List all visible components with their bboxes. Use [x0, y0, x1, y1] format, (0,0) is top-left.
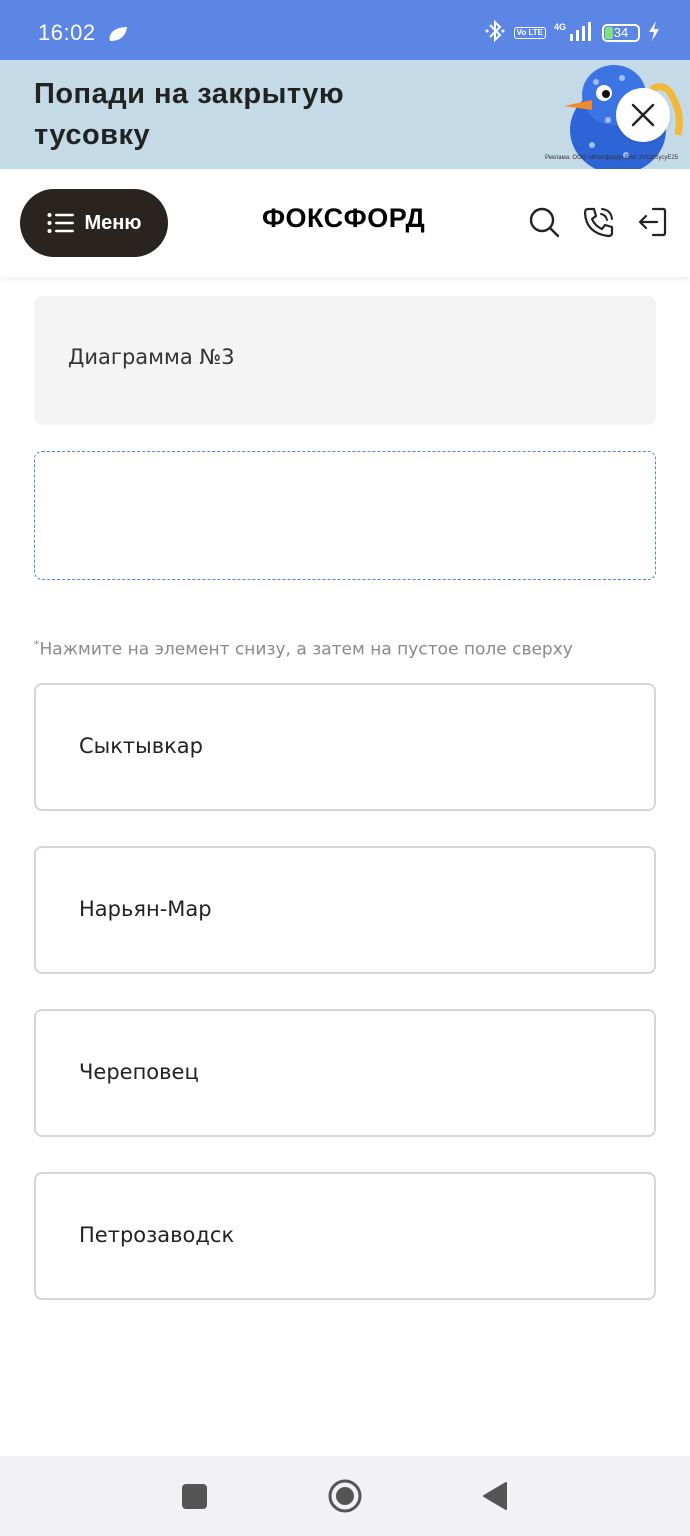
- menu-icon: [47, 212, 75, 234]
- answer-option[interactable]: [34, 683, 656, 811]
- option-label: Сыктывкар: [79, 734, 204, 758]
- charging-icon: [648, 21, 660, 45]
- phone-icon[interactable]: [582, 205, 616, 239]
- signal-icon: [568, 20, 594, 46]
- system-nav-bar: [0, 1456, 690, 1536]
- menu-label: Меню: [84, 211, 142, 234]
- option-label: Нарьян-Мар: [79, 897, 212, 921]
- diagram-label: Диаграмма №3: [68, 345, 235, 369]
- site-header: [0, 169, 690, 277]
- answer-drop-zone[interactable]: [34, 451, 656, 580]
- answer-option[interactable]: [34, 1172, 656, 1300]
- banner-title: Попади на закрытую тусовку: [34, 78, 345, 151]
- option-label: Череповец: [79, 1060, 199, 1084]
- hint-text: Нажмите на элемент снизу, а затем на пустое поле сверху: [39, 639, 573, 660]
- status-icons: [484, 20, 660, 46]
- status-bar: [0, 0, 690, 60]
- menu-button[interactable]: [20, 189, 168, 257]
- back-button[interactable]: [482, 1481, 508, 1511]
- instruction-hint: [34, 638, 573, 660]
- leaf-icon: [106, 26, 128, 46]
- asterisk: *: [34, 638, 40, 651]
- promo-banner[interactable]: [0, 60, 690, 169]
- recents-button[interactable]: [181, 1483, 208, 1510]
- login-icon[interactable]: [636, 205, 670, 239]
- close-icon: [630, 102, 656, 128]
- answer-option[interactable]: [34, 1009, 656, 1137]
- answer-option[interactable]: [34, 846, 656, 974]
- network-type: 4G: [553, 22, 566, 32]
- diagram-card: [34, 296, 656, 425]
- banner-close-button[interactable]: [616, 88, 670, 142]
- home-button[interactable]: [327, 1478, 363, 1514]
- battery-icon: [602, 24, 640, 42]
- search-icon[interactable]: [527, 205, 561, 239]
- foxford-logo[interactable]: ФОКСФОРД: [262, 203, 426, 233]
- battery-level: 34: [613, 25, 629, 40]
- status-time: 16:02: [38, 20, 96, 45]
- option-label: Петрозаводск: [79, 1223, 235, 1247]
- bluetooth-icon: [484, 19, 506, 47]
- volte-icon: Vo LTE: [514, 27, 546, 39]
- ad-disclaimer: Реклама. ООО «Фоксфорд» Erid: 2VtzbSycyE25: [545, 155, 678, 161]
